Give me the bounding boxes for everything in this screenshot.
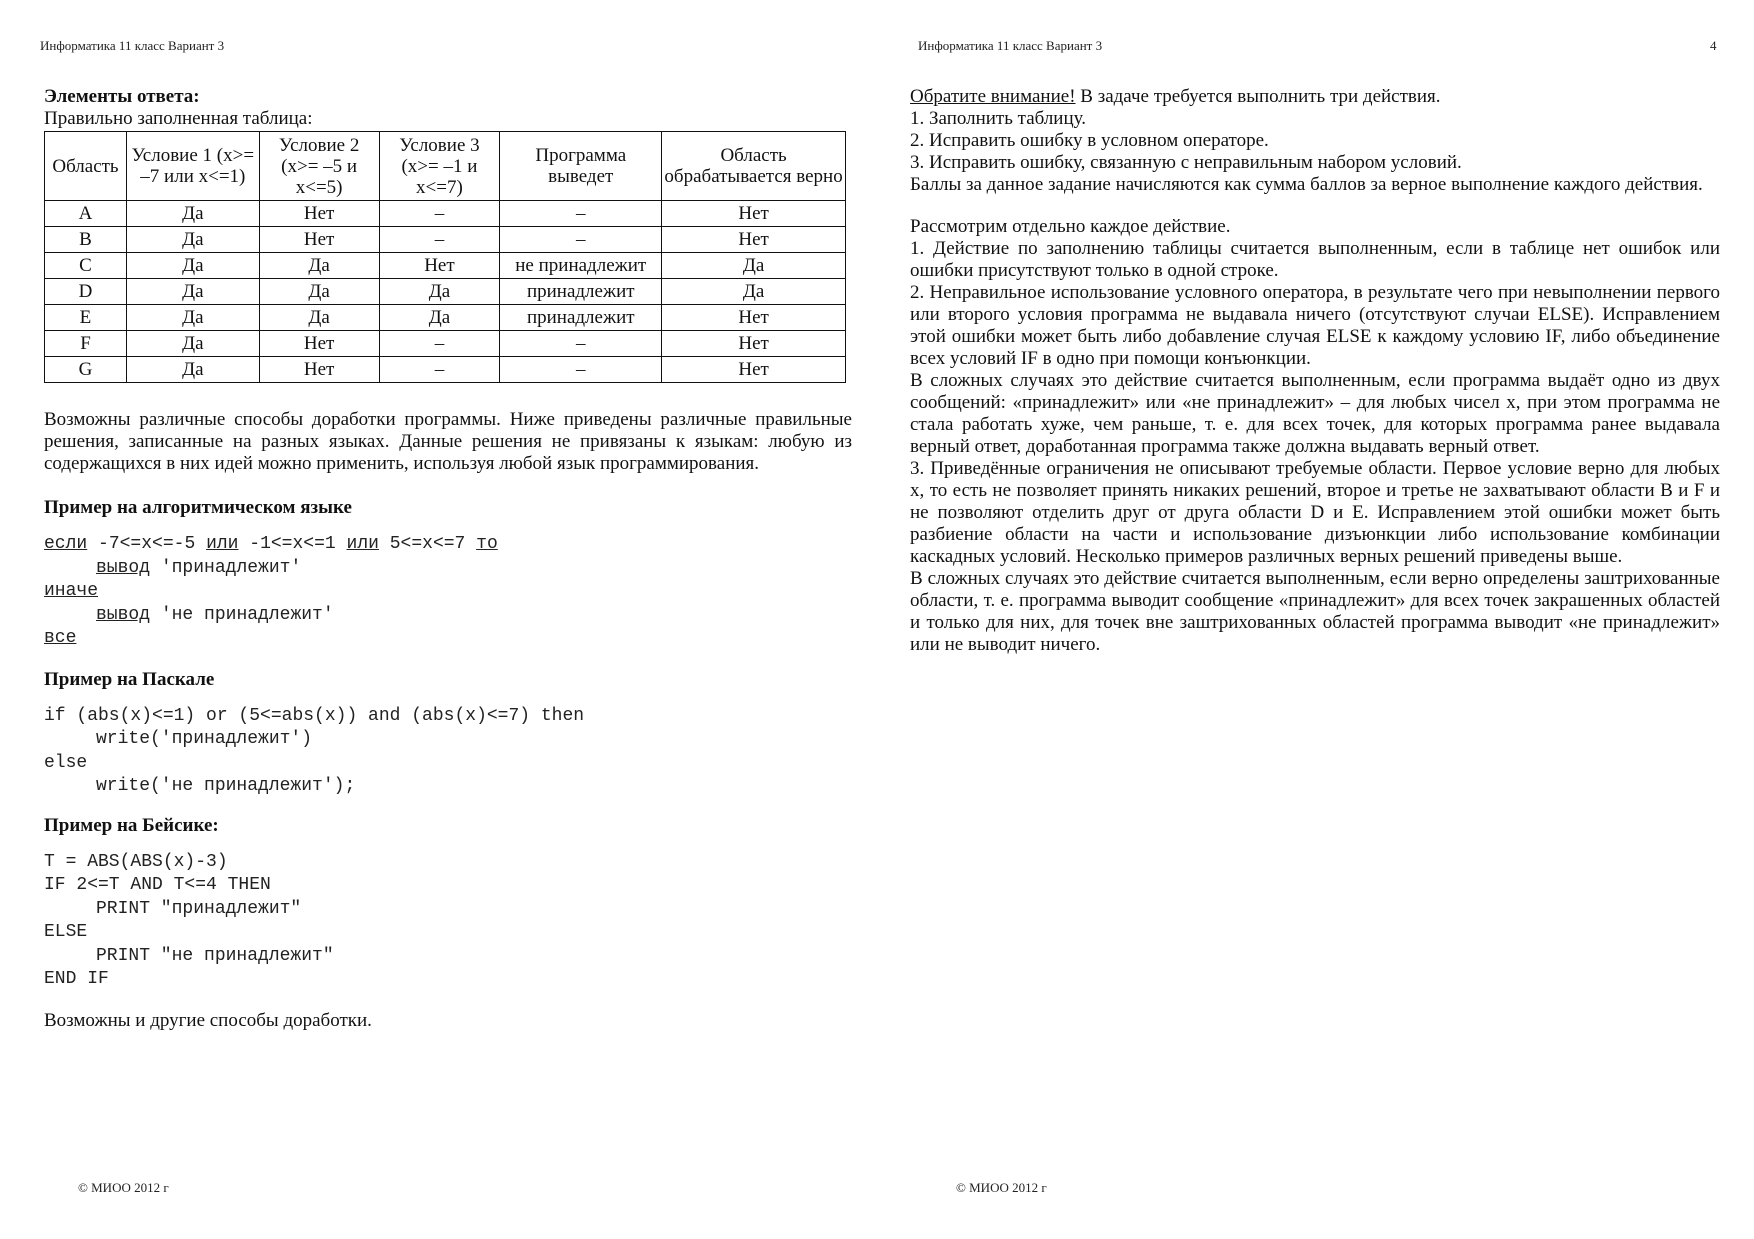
table-cell: Нет [662, 331, 846, 357]
table-row [45, 201, 846, 227]
code-keyword: или [206, 534, 239, 554]
code-text: -7<=x<=-5 [98, 534, 196, 554]
pascal-example-heading: Пример на Паскале [44, 668, 215, 690]
code-keyword: все [44, 628, 77, 648]
table-cell: Да [662, 279, 846, 305]
attention-line [910, 86, 1720, 108]
table-cell: Да [126, 331, 259, 357]
table-cell: – [379, 357, 500, 383]
table-cell: Да [126, 201, 259, 227]
algo-example-heading: Пример на алгоритмическом языке [44, 497, 352, 518]
table-cell: Да [126, 227, 259, 253]
table-cell: Нет [259, 331, 379, 357]
table-cell: – [500, 357, 662, 383]
table-cell: Нет [662, 227, 846, 253]
right-page-content [910, 86, 1720, 656]
table-cell: – [379, 201, 500, 227]
code-line: ELSE [44, 922, 88, 942]
table-cell: Да [662, 253, 846, 279]
header-cell: Область обрабатывается верно [662, 132, 846, 201]
code-text: -1<=x<=1 [249, 534, 336, 554]
code-line: T = ABS(ABS(x)-3) [44, 851, 228, 872]
code-line: write('не принадлежит'); [96, 776, 356, 796]
action-3-complex-cases: В сложных случаях это действие считается выполненным, если верно определены заштрихованные области, т. е. программа выводит сообщение «принадлежит» для всех точек закрашенных областей и только для них, для точек вне заштрихованных областей программа выводит «не принадлежит» или не выводит ничего. [910, 568, 1720, 655]
code-keyword: если [44, 534, 88, 554]
code-keyword: вывод [96, 604, 151, 625]
code-line [44, 580, 852, 604]
left-page-header: Информатика 11 класс Вариант 3 [40, 38, 225, 53]
header-cell: Условие 2 (x>= –5 и x<=5) [259, 132, 379, 201]
code-keyword: то [476, 534, 498, 554]
table-cell: Да [379, 279, 500, 305]
step-item: 3. Исправить ошибку, связанную с неправильным набором условий. [910, 152, 1462, 173]
answer-table [44, 131, 846, 383]
left-page-content [44, 86, 852, 1032]
table-caption: Правильно заполненная таблица: [44, 108, 313, 129]
table-cell: E [45, 305, 127, 331]
table-cell: не принадлежит [500, 253, 662, 279]
code-text: 'принадлежит' [160, 557, 302, 578]
action-3-paragraph: 3. Приведённые ограничения не описывают требуемые области. Первое условие верно для любых x, то есть не позволяет принять никаких решений, второе и третье не захватывают области B и F и не позволяют отделить друг от друга области D и E. Исправлением этой ошибки может быть разбиение области на части и использование дизъюнкции либо использование комбинации каскадных условий. Несколько примеров различных верных решений приведены выше. [910, 458, 1720, 567]
table-cell: G [45, 357, 127, 383]
table-row [45, 357, 846, 383]
code-line: else [44, 752, 88, 773]
code-line [44, 627, 852, 651]
code-line: PRINT "принадлежит" [96, 898, 302, 919]
table-cell: Нет [662, 201, 846, 227]
answer-elements-heading: Элементы ответа: [44, 86, 200, 107]
header-cell: Область [45, 132, 127, 201]
score-note: Баллы за данное задание начисляются как сумма баллов за верное выполнение каждого действия. [910, 174, 1703, 195]
code-line: IF 2<=T AND T<=4 THEN [44, 875, 271, 895]
header-cell: Программа выведет [500, 132, 662, 201]
table-cell: Нет [259, 357, 379, 383]
table-cell: Да [126, 357, 259, 383]
table-cell: Да [259, 253, 379, 279]
action-2-complex-cases: В сложных случаях это действие считается выполненным, если программа выдаёт одно из двух сообщений: «принадлежит» или «не принадлежит» – для любых чисел x, при этом программа не стала работать хуже, чем раньше, т. е. для всех точек, для которых программа ранее выдавала верный ответ, доработанная программа также должна выдавать верный ответ. [910, 370, 1720, 457]
table-cell: Да [126, 253, 259, 279]
table-header-row [45, 132, 846, 201]
table-cell: – [379, 331, 500, 357]
table-cell: Нет [259, 227, 379, 253]
attention-label: Обратите внимание! [910, 86, 1076, 107]
table-cell: принадлежит [500, 305, 662, 331]
table-cell: Да [126, 305, 259, 331]
code-keyword: вывод [96, 557, 151, 578]
code-text: 'не принадлежит' [160, 604, 334, 625]
code-line: END IF [44, 969, 109, 989]
header-cell: Условие 3 (x>= –1 и x<=7) [379, 132, 500, 201]
table-cell: – [500, 331, 662, 357]
step-item: 1. Заполнить таблицу. [910, 108, 1086, 129]
table-row [45, 305, 846, 331]
action-2-paragraph: 2. Неправильное использование условного оператора, в результате чего при невыполнении первого или второго условия программа не выдавала ничего (отсутствуют случаи ELSE). Исправлением этой ошибки может быть либо добавление случая ELSE к каждому условию IF, либо объединение всех условий IF в одно при помощи конъюнкции. [910, 282, 1720, 369]
right-page-header: Информатика 11 класс Вариант 3 [918, 38, 1103, 53]
table-cell: – [500, 227, 662, 253]
table-cell: B [45, 227, 127, 253]
attention-text: В задаче требуется выполнить три действия. [1075, 86, 1441, 107]
table-row [45, 279, 846, 305]
code-line [44, 604, 852, 628]
consider-line: Рассмотрим отдельно каждое действие. [910, 216, 1231, 237]
table-cell: Да [379, 305, 500, 331]
table-cell: – [500, 201, 662, 227]
action-1-paragraph: 1. Действие по заполнению таблицы считается выполненным, если в таблице нет ошибок или ошибки присутствуют только в одной строке. [910, 238, 1720, 281]
algo-code-block [44, 533, 852, 651]
basic-example-heading: Пример на Бейсике: [44, 814, 219, 836]
code-line [44, 557, 852, 581]
code-line: if (abs(x)<=1) or (5<=abs(x)) and (abs(x)<=7) then [44, 705, 585, 726]
code-text: 5<=x<=7 [389, 534, 466, 554]
right-page-footer: © МИОО 2012 г [956, 1180, 1047, 1195]
table-row [45, 331, 846, 357]
table-row [45, 227, 846, 253]
table-cell: принадлежит [500, 279, 662, 305]
page-number: 4 [1710, 38, 1717, 53]
table-cell: Нет [662, 305, 846, 331]
table-cell: C [45, 253, 127, 279]
code-line [44, 533, 852, 557]
pascal-code-block [44, 705, 852, 799]
table-cell: Нет [259, 201, 379, 227]
table-cell: A [45, 201, 127, 227]
intro-paragraph: Возможны различные способы доработки программы. Ниже приведены различные правильные решения, записанные на разных языках. Данные решения не привязаны к языкам: любую из содержащихся в них идей можно применить, используя любой язык программирования. [44, 409, 852, 474]
basic-code-block [44, 851, 852, 992]
table-cell: Нет [662, 357, 846, 383]
table-cell: D [45, 279, 127, 305]
table-cell: F [45, 331, 127, 357]
header-cell: Условие 1 (x>= –7 или x<=1) [126, 132, 259, 201]
code-line: PRINT "не принадлежит" [96, 945, 334, 966]
table-cell: Да [259, 305, 379, 331]
table-row [45, 253, 846, 279]
step-item: 2. Исправить ошибку в условном операторе. [910, 130, 1269, 151]
table-cell: Нет [379, 253, 500, 279]
table-cell: Да [259, 279, 379, 305]
code-line: write('принадлежит') [96, 729, 313, 749]
table-cell: Да [126, 279, 259, 305]
table-cell: – [379, 227, 500, 253]
left-page-footer: © МИОО 2012 г [78, 1180, 169, 1195]
code-keyword: иначе [44, 581, 99, 601]
closing-note: Возможны и другие способы доработки. [44, 1009, 372, 1031]
code-keyword: или [346, 534, 379, 554]
